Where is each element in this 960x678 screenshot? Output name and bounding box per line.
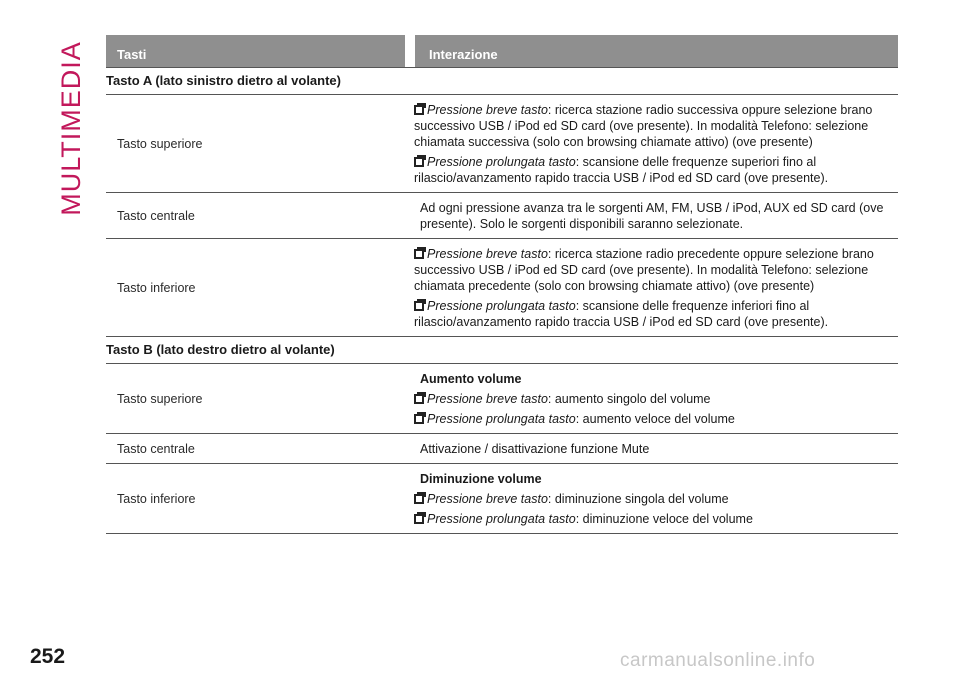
bullet-text: : aumento veloce del volume xyxy=(575,412,735,426)
bullet-text: : ricerca stazione radio successiva oppure selezione brano successivo USB / iPod ed SD card (ove presente). In modalità Telefono: selezione chiamata successiva (solo con browsing chiamate attivo) (ove presente) xyxy=(414,103,873,149)
bullet-label: Pressione prolungata tasto xyxy=(427,299,576,313)
table-row xyxy=(106,95,898,193)
table-header xyxy=(106,35,898,67)
bullet-text: : scansione delle frequenze superiori fino al rilascio/avanzamento rapido traccia USB / iPod ed SD card (ove presente). xyxy=(414,155,829,185)
bullet-text: : ricerca stazione radio precedente oppure selezione brano successivo USB / iPod ed SD card (ove presente). In modalità Telefono: selezione chiamata precedente (solo con browsing chiamate attivo) (ove presente) xyxy=(414,247,874,293)
row-text: Ad ogni pressione avanza tra le sorgenti AM, FM, USB / iPod, AUX ed SD card (ove presente). Solo le sorgenti disponibili saranno selezionate. xyxy=(420,201,884,231)
bullet-label: Pressione breve tasto xyxy=(427,492,548,506)
table-row xyxy=(106,464,898,534)
row-interaction xyxy=(414,239,898,336)
controls-table xyxy=(106,35,898,534)
side-section-title xyxy=(36,28,106,228)
header-interaction: Interazione xyxy=(415,35,898,67)
row-interaction xyxy=(414,95,898,192)
bullet-label: Pressione prolungata tasto xyxy=(427,155,576,169)
bullet-label: Pressione breve tasto xyxy=(427,247,548,261)
row-interaction xyxy=(414,193,898,238)
page-number: 252 xyxy=(30,645,66,668)
section-b-title: Tasto B (lato destro dietro al volante) xyxy=(106,337,898,364)
checkbox-bullet-icon xyxy=(414,249,424,259)
row-interaction xyxy=(414,364,898,433)
bullet-label: Pressione prolungata tasto xyxy=(427,512,576,526)
bullet-label: Pressione breve tasto xyxy=(427,103,548,117)
bullet-text: : diminuzione veloce del volume xyxy=(575,512,753,526)
bullet-label: Pressione prolungata tasto xyxy=(427,412,576,426)
checkbox-bullet-icon xyxy=(414,394,424,404)
checkbox-bullet-icon xyxy=(414,105,424,115)
checkbox-bullet-icon xyxy=(414,301,424,311)
bullet-text: : scansione delle frequenze inferiori fino al rilascio/avanzamento rapido traccia USB / iPod ed SD card (ove presente). xyxy=(414,299,829,329)
side-section-title-text: MULTIMEDIA xyxy=(55,40,86,216)
row-key: Tasto centrale xyxy=(117,441,195,456)
row-subtitle: Diminuzione volume xyxy=(420,472,542,486)
row-key: Tasto superiore xyxy=(117,391,203,406)
section-a-title: Tasto A (lato sinistro dietro al volante) xyxy=(106,67,898,95)
row-key: Tasto inferiore xyxy=(117,280,196,295)
row-key: Tasto inferiore xyxy=(117,491,196,506)
table-row xyxy=(106,239,898,337)
row-key: Tasto centrale xyxy=(117,208,195,223)
bullet-text: : aumento singolo del volume xyxy=(547,392,711,406)
row-key: Tasto superiore xyxy=(117,136,203,151)
table-row xyxy=(106,364,898,434)
table-row xyxy=(106,434,898,464)
row-interaction xyxy=(414,464,898,533)
bullet-text: : diminuzione singola del volume xyxy=(547,492,729,506)
row-interaction xyxy=(414,434,898,463)
row-subtitle: Aumento volume xyxy=(420,372,522,386)
checkbox-bullet-icon xyxy=(414,494,424,504)
checkbox-bullet-icon xyxy=(414,157,424,167)
bullet-label: Pressione breve tasto xyxy=(427,392,548,406)
watermark: carmanualsonline.info xyxy=(620,650,816,671)
checkbox-bullet-icon xyxy=(414,514,424,524)
checkbox-bullet-icon xyxy=(414,414,424,424)
header-keys: Tasti xyxy=(106,35,405,67)
row-text: Attivazione / disattivazione funzione Mute xyxy=(420,442,650,456)
table-row xyxy=(106,193,898,239)
